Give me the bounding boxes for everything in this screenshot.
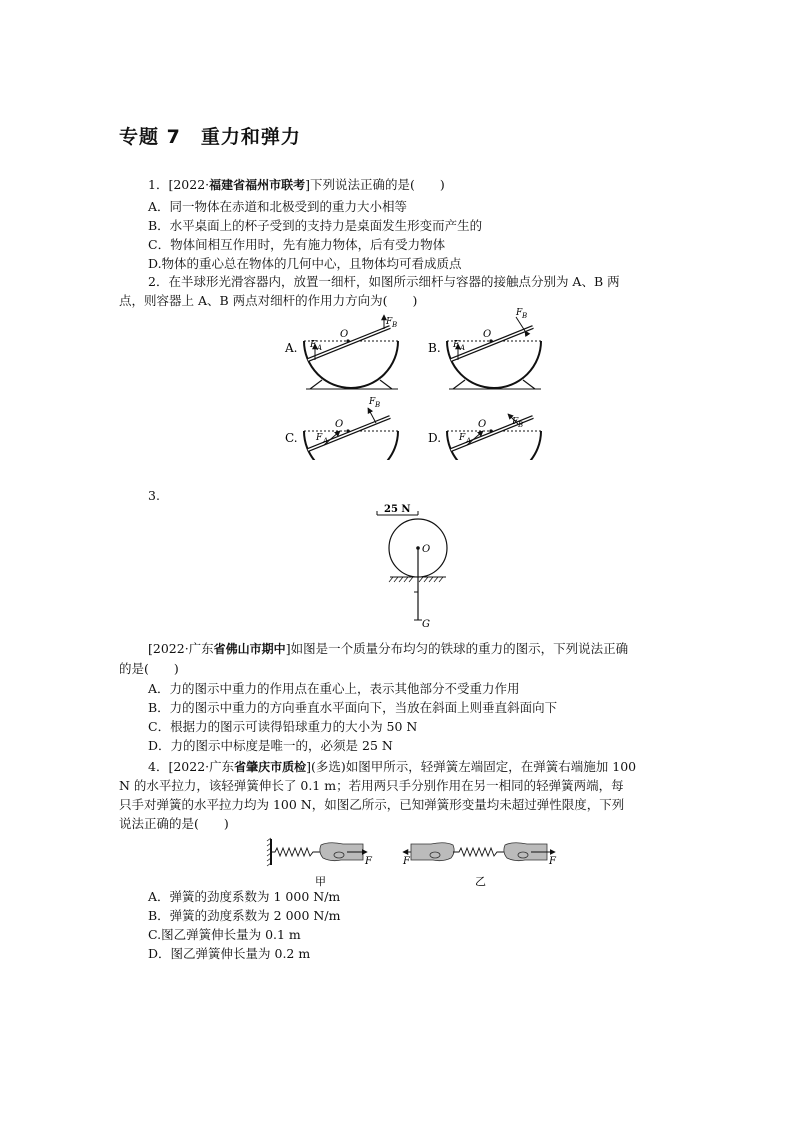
q4-option-d: D．图乙弹簧伸长量为 0.2 m	[148, 946, 311, 961]
q2-b-force-a-sub: A	[460, 344, 466, 352]
q3-source: 省佛山市期中	[213, 642, 286, 656]
q1-option-a: A．同一物体在赤道和北极受到的重力大小相等	[148, 199, 408, 214]
q2-option-c-diagram	[285, 397, 398, 460]
q4-yi-force-left-label: F	[403, 856, 410, 867]
q2-stem-line1: 2．在半球形光滑容器内，放置一细杆，如图所示细杆与容器的接触点分别为 A、B 两	[148, 274, 620, 289]
q2-a-force-a-sub: A	[317, 344, 323, 352]
q2-option-a-label: A.	[285, 341, 298, 355]
q2-b-force-b-sub: B	[522, 312, 528, 320]
q1-option-d: D.物体的重心总在物体的几何中心，且物体均可看成质点	[148, 256, 462, 271]
q2-c-point-o: O	[335, 419, 344, 430]
q2-option-a-diagram	[284, 315, 398, 389]
q2-d-force-a-sub: A	[466, 437, 472, 445]
q2-b-force-b: F	[516, 308, 523, 318]
q2-option-c-label: C.	[285, 431, 298, 445]
q3-option-a: A．力的图示中重力的作用点在重心上，表示其他部分不受重力作用	[148, 681, 520, 696]
q2-c-force-a: F	[316, 433, 323, 443]
q4-question: ](多选)如图甲所示，轻弹簧左端固定，在弹簧右端施加 100	[306, 759, 637, 774]
q1-source: 福建省福州市联考	[209, 178, 306, 192]
q3-stem-line2: 的是( )	[119, 661, 179, 676]
q4-figure	[265, 835, 565, 890]
q3-center-label: O	[422, 544, 431, 555]
q4-stem-line4: 说法正确的是( )	[119, 816, 229, 831]
q4-option-a: A．弹簧的劲度系数为 1 000 N/m	[148, 889, 341, 904]
q4-stem	[148, 758, 636, 776]
q4-stem-line2: N 的水平拉力，该轻弹簧伸长了 0.1 m；若用两只手分别作用在另一相同的轻弹簧两端，每	[119, 778, 624, 793]
q1-question: ]下列说法正确的是( )	[305, 177, 445, 192]
q2-figure	[280, 305, 550, 460]
q4-option-b: B．弹簧的劲度系数为 2 000 N/m	[148, 908, 341, 923]
q4-yi-force-right-label: F	[549, 856, 556, 867]
q3-option-b: B．力的图示中重力的方向垂直水平面向下，当放在斜面上则垂直斜面向下	[148, 700, 558, 715]
q2-option-d-diagram	[428, 414, 541, 460]
q2-a-force-a: F	[310, 340, 317, 350]
q4-jia-force-label: F	[365, 856, 372, 867]
q2-option-b-diagram	[428, 308, 541, 389]
q4-source: 省肇庆市质检	[234, 760, 307, 774]
q1-option-b: B．水平桌面上的杯子受到的支持力是桌面发生形变而产生的	[148, 218, 483, 233]
q3-option-d: D．力的图示中标度是唯一的，必须是 25 N	[148, 738, 393, 753]
q4-figure-yi	[402, 843, 557, 888]
q2-c-force-a-sub: A	[323, 437, 329, 445]
q1-option-c: C．物体间相互作用时，先有施力物体，后有受力物体	[148, 237, 446, 252]
q4-figure-jia	[267, 838, 373, 888]
q4-stem-line3: 只手对弹簧的水平拉力均为 100 N，如图乙所示，已知弹簧形变量均未超过弹性限度，下列	[119, 797, 625, 812]
q2-d-force-a: F	[459, 433, 466, 443]
q2-d-force-b-sub: B	[518, 421, 524, 429]
q2-c-force-b-sub: B	[375, 401, 381, 409]
q3-question: ]如图是一个质量分布均匀的铁球的重力的图示，下列说法正确	[285, 641, 629, 656]
q2-b-point-o: O	[483, 329, 492, 340]
q3-gravity-label: G	[422, 619, 430, 630]
q2-d-point-o: O	[478, 419, 487, 430]
q4-number: 4．[2022·广东	[148, 759, 235, 774]
q2-a-force-b: F	[386, 317, 393, 327]
q4-option-c: C.图乙弹簧伸长量为 0.1 m	[148, 927, 301, 942]
q1-number: 1．[2022·	[148, 177, 210, 192]
q2-a-force-b-sub: B	[392, 321, 398, 329]
q3-figure	[360, 500, 470, 630]
q2-option-b-label: B.	[428, 341, 441, 355]
q4-fig-yi-label: 乙	[475, 875, 486, 888]
q3-stem	[148, 640, 628, 658]
q2-b-force-a: F	[453, 340, 460, 350]
q2-stem-line2: 点，则容器上 A、B 两点对细杆的作用力方向为( )	[119, 293, 418, 308]
q1-stem	[148, 176, 445, 194]
page-title: 专题 7 重力和弹力	[119, 126, 301, 148]
q4-fig-jia-label: 甲	[315, 875, 326, 888]
q3-number-prefix: [2022·广东	[148, 641, 214, 656]
q2-option-d-label: D.	[428, 431, 442, 445]
q3-option-c: C．根据力的图示可读得铅球重力的大小为 50 N	[148, 719, 418, 734]
q2-a-point-o: O	[340, 329, 349, 340]
q2-c-force-b: F	[369, 397, 376, 407]
q3-scale-label: 25 N	[384, 504, 411, 515]
q3-number: 3.	[148, 488, 160, 503]
q2-d-force-b: F	[512, 417, 519, 427]
